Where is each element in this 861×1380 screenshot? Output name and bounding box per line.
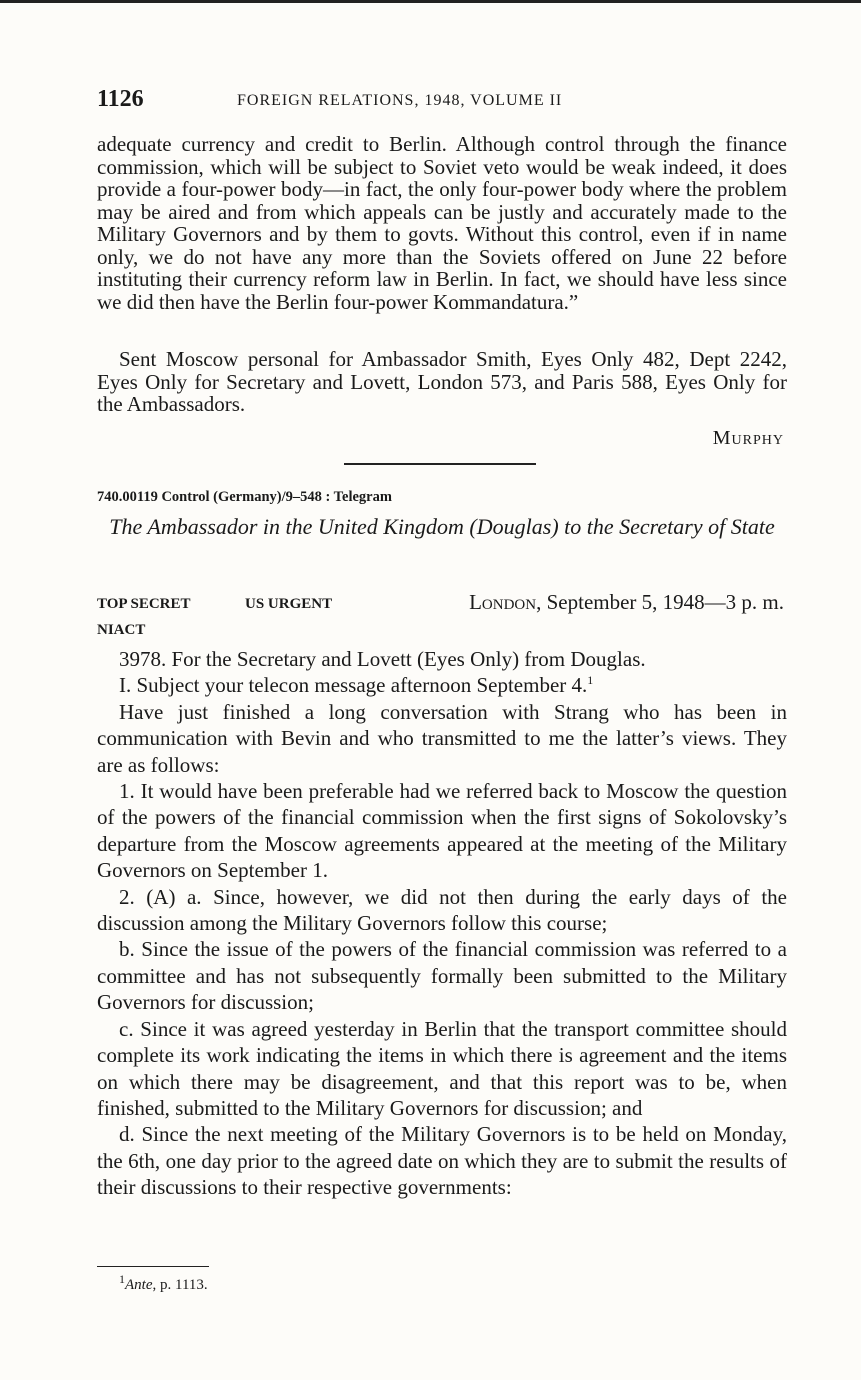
distribution-paragraph: Sent Moscow personal for Ambassador Smith, Eyes Only 482, Dept 2242, Eyes Only for Secretary and Lovett, London 573, and Paris 588, Eyes Only for the Ambassadors. [97, 347, 787, 416]
paragraph-text: c. Since it was agreed yesterday in Berlin that the transport committee should complete its work indicating the items in which there is agreement and the items on which there may be disagreement, and that this report was to be, when finished, submitted to the Military Governors for discussion; and [97, 1016, 787, 1120]
paragraph-text: I. Subject your telecon message afternoon September 4. [119, 673, 588, 698]
section-divider [344, 463, 536, 465]
paragraph-text: Have just finished a long conversation with Strang who has been in communication with Bevin and who transmitted to me the latter’s views. They are as follows: [97, 699, 787, 777]
paragraph-text: b. Since the issue of the powers of the financial commission was referred to a committee and has not subsequently formally been submitted to the Military Governors for discussion; [97, 937, 787, 1015]
body-paragraph [97, 778, 787, 884]
classification-urgent: US URGENT [245, 596, 333, 612]
classification-niact: NIACT [97, 622, 146, 638]
body-paragraph [97, 672, 787, 698]
document-title: The Ambassador in the United Kingdom (Douglas) to the Secretary of State [109, 514, 775, 539]
paragraph-text: 1. It would have been preferable had we referred back to Moscow the question of the powers of the financial commission when the first signs of Sokolovsky’s departure from the Moscow agreements appeared at the meeting of the Military Governors on September 1. [97, 779, 787, 883]
page-top-border [0, 0, 861, 3]
dateline [469, 590, 784, 615]
body-paragraph [97, 646, 787, 672]
running-head: FOREIGN RELATIONS, 1948, VOLUME II [237, 92, 563, 109]
classification-top-secret: TOP SECRET [97, 596, 191, 612]
body-paragraph [97, 1121, 787, 1200]
footnote-ante: Ante [125, 1277, 153, 1293]
body-paragraph [97, 699, 787, 778]
page-header [97, 86, 787, 116]
dateline-date: , September 5, 1948—3 p. m. [536, 590, 784, 614]
signature: Murphy [712, 427, 784, 449]
continued-paragraph: adequate currency and credit to Berlin. Although control through the finance commission, which will be subject to Soviet veto would be weak indeed, it does provide a four-power body—in fact, the only four-power body where the problem may be aired and from which appeals can be justly and accurately made to the Military Governors and by them to govts. Without this control, even if in name only, we do not have any more than the Soviets offered on June 22 before instituting their currency reform law in Berlin. In fact, we should have less since we did then have the Berlin four-power Kommandatura.” [97, 132, 787, 314]
paragraph-text: d. Since the next meeting of the Military Governors is to be held on Monday, the 6th, one day prior to the agreed date on which they are to submit the results of their discussions to their respective governments: [97, 1122, 787, 1200]
footnote-divider [97, 1266, 209, 1267]
footnote-marker: 1 [587, 673, 594, 688]
paragraph-text: 3978. For the Secretary and Lovett (Eyes Only) from Douglas. [119, 647, 646, 671]
paragraph-text: 2. (A) a. Since, however, we did not then during the early days of the discussion among the Military Governors follow this course; [97, 884, 787, 936]
body-paragraph [97, 884, 787, 937]
body-paragraph [97, 936, 787, 1015]
footnote [119, 1272, 208, 1294]
file-reference: 740.00119 Control (Germany)/9–548 : Telegram [97, 489, 392, 505]
footnote-text: , p. 1113. [152, 1277, 208, 1293]
footnote-number: 1 [119, 1272, 125, 1286]
dateline-place: London [469, 590, 537, 614]
body-paragraph [97, 1016, 787, 1122]
page-number: 1126 [97, 86, 144, 112]
telegram-body [97, 646, 787, 1201]
